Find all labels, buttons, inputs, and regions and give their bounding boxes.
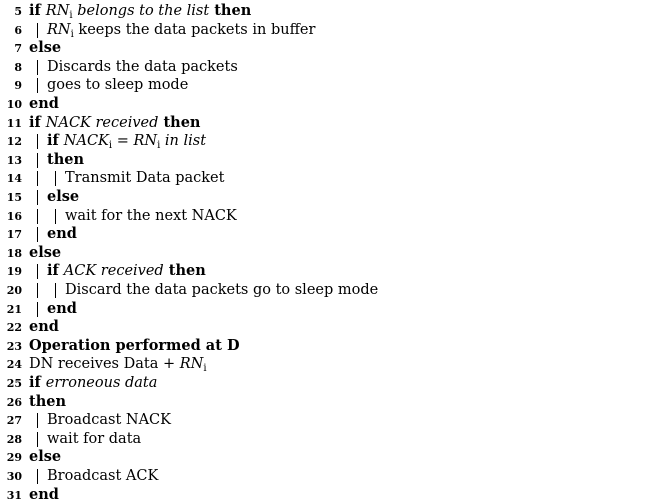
line-number: 6 <box>14 23 22 37</box>
algorithm-line <box>0 169 640 187</box>
algorithm-line <box>0 262 640 280</box>
keyword: else <box>47 188 80 205</box>
line-number: 15 <box>6 191 22 204</box>
line-content <box>47 76 188 94</box>
text-segment: Discard the data packets go to sleep mode <box>65 282 379 298</box>
algorithm-line <box>0 355 640 373</box>
algorithm-line <box>0 318 640 336</box>
line-content <box>47 151 84 169</box>
algorithm-line <box>0 393 640 411</box>
line-number: 16 <box>6 209 22 223</box>
algorithm-line <box>0 374 640 392</box>
line-number: 13 <box>6 153 22 167</box>
line-content <box>29 448 61 466</box>
block-indent-bar <box>37 264 38 279</box>
keyword: if <box>47 262 64 280</box>
keyword: then <box>47 150 85 168</box>
line-content <box>29 318 59 336</box>
line-number: 29 <box>6 451 22 465</box>
line-number: 22 <box>6 321 22 335</box>
keyword: then <box>29 392 67 410</box>
line-number: 14 <box>6 172 22 186</box>
algorithm-line <box>0 114 640 132</box>
line-number: 25 <box>6 377 22 390</box>
line-content <box>29 95 59 113</box>
block-indent-bar <box>55 209 56 224</box>
block-indent-bar <box>37 302 38 317</box>
algorithm-line <box>0 411 640 429</box>
line-content <box>47 262 206 280</box>
line-content <box>29 374 157 392</box>
subscript: i <box>203 363 207 375</box>
line-number: 10 <box>6 98 22 111</box>
algorithm-line <box>0 95 640 113</box>
keyword: end <box>47 225 77 243</box>
line-content <box>29 486 59 504</box>
line-content <box>29 114 200 132</box>
block-indent-bar <box>37 134 38 149</box>
block-indent-bar <box>37 283 38 298</box>
line-number: 28 <box>6 432 22 446</box>
algorithm-line <box>0 188 640 206</box>
text-segment: DN receives Data + <box>29 356 180 373</box>
text-segment: RN <box>47 21 71 38</box>
algorithm-line <box>0 281 640 299</box>
line-content <box>47 300 77 318</box>
line-content <box>29 39 61 57</box>
keyword: end <box>29 485 59 503</box>
algorithm-line <box>0 132 640 150</box>
keyword: else <box>29 243 62 261</box>
line-content <box>47 225 77 243</box>
line-number: 19 <box>6 265 22 279</box>
line-number: 21 <box>6 302 22 316</box>
line-number: 12 <box>6 135 22 149</box>
block-indent-bar <box>37 23 38 38</box>
line-number: 27 <box>6 414 22 428</box>
block-indent-bar <box>37 60 38 75</box>
text-segment: RN <box>133 133 158 150</box>
keyword: else <box>29 39 62 57</box>
block-indent-bar <box>37 469 38 484</box>
text-segment: Broadcast NACK <box>47 412 171 429</box>
line-content <box>47 188 79 206</box>
block-indent-bar <box>37 171 38 186</box>
text-segment: goes to sleep mode <box>47 77 189 94</box>
algorithm-line <box>0 467 640 485</box>
keyword: then <box>158 113 201 131</box>
algorithm-line <box>0 337 640 355</box>
line-content <box>65 169 224 187</box>
line-number: 31 <box>6 488 22 502</box>
text-segment: belongs to the list <box>72 3 210 19</box>
text-segment: keeps the data packets in buffer <box>73 21 316 38</box>
line-content <box>47 411 171 429</box>
block-indent-bar <box>37 432 38 447</box>
keyword: if <box>29 2 46 19</box>
block-indent-bar <box>37 227 38 242</box>
keyword: end <box>29 95 59 112</box>
keyword: then <box>163 262 206 280</box>
text-segment: erroneous data <box>45 375 158 391</box>
keyword: if <box>29 113 46 131</box>
algorithm-line <box>0 151 640 169</box>
text-segment: wait for the next NACK <box>65 207 237 224</box>
line-content <box>29 244 61 262</box>
line-number: 7 <box>14 42 22 56</box>
keyword: else <box>29 448 62 466</box>
keyword: end <box>47 299 77 317</box>
text-segment: in list <box>160 133 207 150</box>
line-number: 5 <box>14 5 22 18</box>
text-segment: wait for data <box>47 430 142 447</box>
subscript: i <box>70 28 74 40</box>
line-content <box>29 2 251 20</box>
subscript: i <box>69 10 73 21</box>
line-content <box>47 58 238 76</box>
line-number: 8 <box>14 60 22 74</box>
text-segment: Discards the data packets <box>47 58 238 75</box>
line-number: 9 <box>14 79 22 93</box>
line-number: 24 <box>6 358 22 372</box>
algorithm-line <box>0 244 640 262</box>
block-indent-bar <box>37 190 38 205</box>
algorithm-line <box>0 207 640 225</box>
line-content <box>29 337 240 355</box>
algorithm-line <box>0 486 640 504</box>
subscript: i <box>108 140 113 152</box>
text-segment: NACK received <box>45 114 159 131</box>
line-number: 20 <box>6 284 22 297</box>
text-segment: RN <box>45 3 70 19</box>
line-number: 30 <box>6 470 22 483</box>
algorithm-line <box>0 21 640 39</box>
line-content <box>47 430 141 448</box>
algorithm-line <box>0 300 640 318</box>
block-indent-bar <box>37 413 38 428</box>
text-segment: NACK <box>63 133 109 150</box>
block-indent-bar <box>55 283 56 298</box>
block-indent-bar <box>37 209 38 224</box>
keyword: Operation performed at D <box>29 336 240 354</box>
keyword: if <box>29 374 46 391</box>
text-segment: Broadcast ACK <box>47 468 159 484</box>
algorithm-line <box>0 76 640 94</box>
block-indent-bar <box>55 171 56 186</box>
subscript: i <box>157 140 161 152</box>
text-segment: ACK received <box>63 263 164 280</box>
line-content <box>29 393 66 411</box>
keyword: then <box>209 2 252 19</box>
block-indent-bar <box>37 153 38 168</box>
line-content <box>29 355 207 373</box>
keyword: if <box>47 132 64 150</box>
text-segment: = <box>112 133 134 150</box>
line-number: 11 <box>6 116 22 130</box>
line-number: 18 <box>6 246 22 260</box>
line-number: 23 <box>6 339 22 353</box>
algorithm-line <box>0 225 640 243</box>
keyword: end <box>29 318 59 336</box>
text-segment: RN <box>179 356 204 373</box>
line-number: 17 <box>6 228 22 242</box>
algorithm-line <box>0 430 640 448</box>
block-indent-bar <box>37 78 38 93</box>
line-content <box>65 281 378 299</box>
line-content <box>47 132 206 150</box>
algorithm-line <box>0 39 640 57</box>
algorithm-line <box>0 2 640 20</box>
line-content <box>47 467 158 485</box>
line-content <box>65 207 237 225</box>
algorithm-line <box>0 58 640 76</box>
line-number: 26 <box>6 395 22 409</box>
line-content <box>47 21 315 39</box>
text-segment: Transmit Data packet <box>65 170 225 187</box>
algorithm-line <box>0 448 640 466</box>
